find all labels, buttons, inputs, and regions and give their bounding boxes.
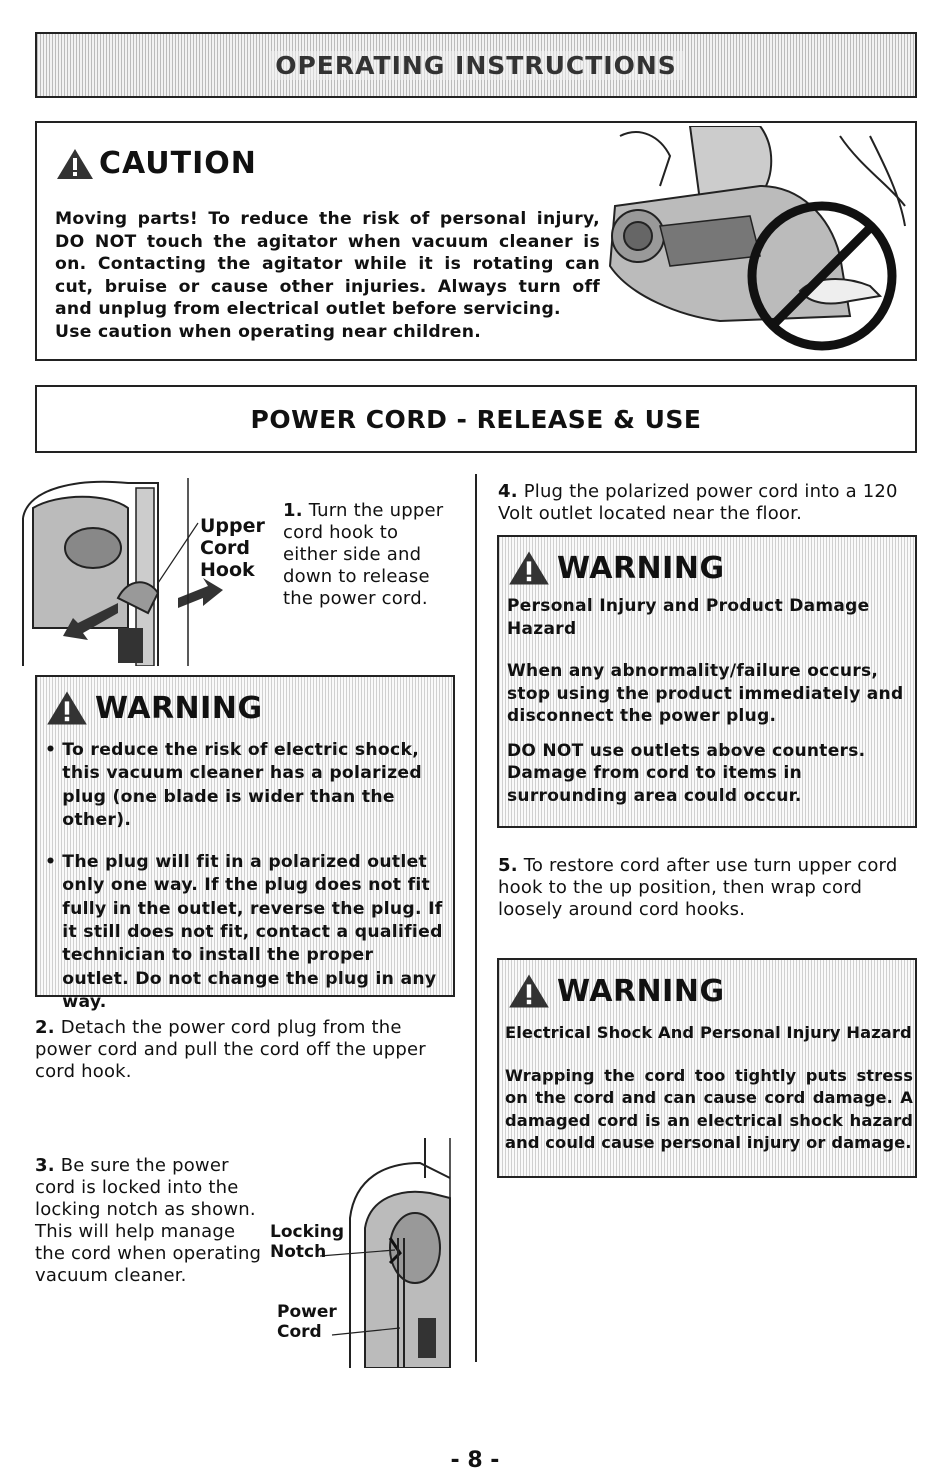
step-1 [283, 500, 453, 610]
step-4 [498, 481, 908, 525]
step-2 [35, 1017, 455, 1083]
step-1-text: Turn the upper cord hook to either side and down to release the power cord. [283, 500, 444, 609]
page-number: - 8 - [450, 1448, 500, 1473]
warning-2-para-2 [507, 740, 911, 808]
step-4-text: Plug the polarized power cord into a 120 Volt outlet located near the floor. [498, 481, 898, 524]
warning-2-subtitle: Personal Injury and Product Damage Hazard [507, 596, 870, 639]
step-2-number: 2. [35, 1017, 55, 1038]
upper-cord-hook-callout: Upper Cord Hook [200, 515, 265, 581]
caution-line-1: Moving parts! To reduce the risk of personal injury, DO NOT touch the agitator when vacuum cleaner is on. Contacting the agitator while it is rotating can cut, bruise or cause other injuries. Always turn off and unplug from electrical outlet before servicing. [55, 209, 600, 319]
caution-heading [55, 146, 257, 181]
warning-triangle-icon [55, 147, 95, 181]
polarized-plug-warning [35, 675, 455, 1012]
warning-3-title: WARNING [557, 973, 725, 1009]
outlet-warning [497, 535, 917, 828]
column-divider [475, 474, 477, 1362]
step-1-number: 1. [283, 500, 303, 521]
caution-title: CAUTION [99, 146, 257, 181]
step-3 [35, 1155, 265, 1287]
warning-1-heading [45, 689, 263, 727]
caution-text [55, 208, 600, 343]
warning-2-title: WARNING [557, 550, 725, 586]
warning-2-para-1: When any abnormality/failure occurs, stop using the product immediately and disconnect the power plug. [507, 661, 904, 726]
step-2-text: Detach the power cord plug from the power cord and pull the cord off the upper cord hook. [35, 1017, 426, 1082]
step-5-text: To restore cord after use turn upper cord hook to the up position, then wrap cord loosely around cord hooks. [498, 855, 898, 920]
warning-3-para-1: Wrapping the cord too tightly puts stress on the cord and can cause cord damage. A damaged cord is an electrical shock hazard and could cause personal injury or damage. [505, 1065, 913, 1152]
cord-wrap-warning [497, 958, 917, 1178]
header-banner [35, 32, 917, 98]
warning-3-subtitle: Electrical Shock And Personal Injury Hazard [505, 1023, 912, 1042]
warning-1-bullet-2: • The plug will fit in a polarized outlet only one way. If the plug does not fit fully in the outlet, reverse the plug. If it still does not fit, contact a qualified technician to install the proper outlet. Do not change the plug in any way. [45, 851, 445, 1014]
caution-line-2: Use caution when operating near children. [55, 321, 482, 342]
warning-1-bullet-2-text: The plug will fit in a polarized outlet only one way. If the plug does not fit fully in the outlet, reverse the plug. If it still does not fit, contact a qualified technician to install the proper outlet. Do not change the plug in any way. [62, 852, 443, 1012]
warning-2-do-not: DO NOT [507, 740, 584, 761]
locking-notch-callout: Locking Notch [270, 1222, 344, 1262]
section-header [35, 385, 917, 453]
warning-1-bullet-1-text: To reduce the risk of electric shock, this vacuum cleaner has a polarized plug (one blade is wider than the other). [62, 740, 422, 830]
warning-3-heading [507, 972, 725, 1010]
agitator-prohibition-illustration [600, 126, 912, 356]
step-5 [498, 855, 908, 921]
warning-2-para-2-rest: use outlets above counters. Damage from cord to items in surrounding area could occur. [507, 740, 866, 806]
page-title: OPERATING INSTRUCTIONS [269, 51, 683, 80]
warning-1-bullet-1: • To reduce the risk of electric shock, this vacuum cleaner has a polarized plug (one blade is wider than the other). [45, 739, 445, 832]
warning-1-title: WARNING [95, 690, 263, 726]
section-title: POWER CORD - RELEASE & USE [250, 404, 702, 434]
step-3-text: Be sure the power cord is locked into the locking notch as shown. This will help manage the cord when operating vacuum cleaner. [35, 1155, 262, 1286]
warning-triangle-icon [507, 972, 551, 1010]
warning-triangle-icon [507, 549, 551, 587]
step-3-number: 3. [35, 1155, 55, 1176]
warning-triangle-icon [45, 689, 89, 727]
power-cord-callout: Power Cord [277, 1302, 337, 1342]
step-5-number: 5. [498, 855, 518, 876]
warning-2-heading [507, 549, 725, 587]
step-4-number: 4. [498, 481, 518, 502]
